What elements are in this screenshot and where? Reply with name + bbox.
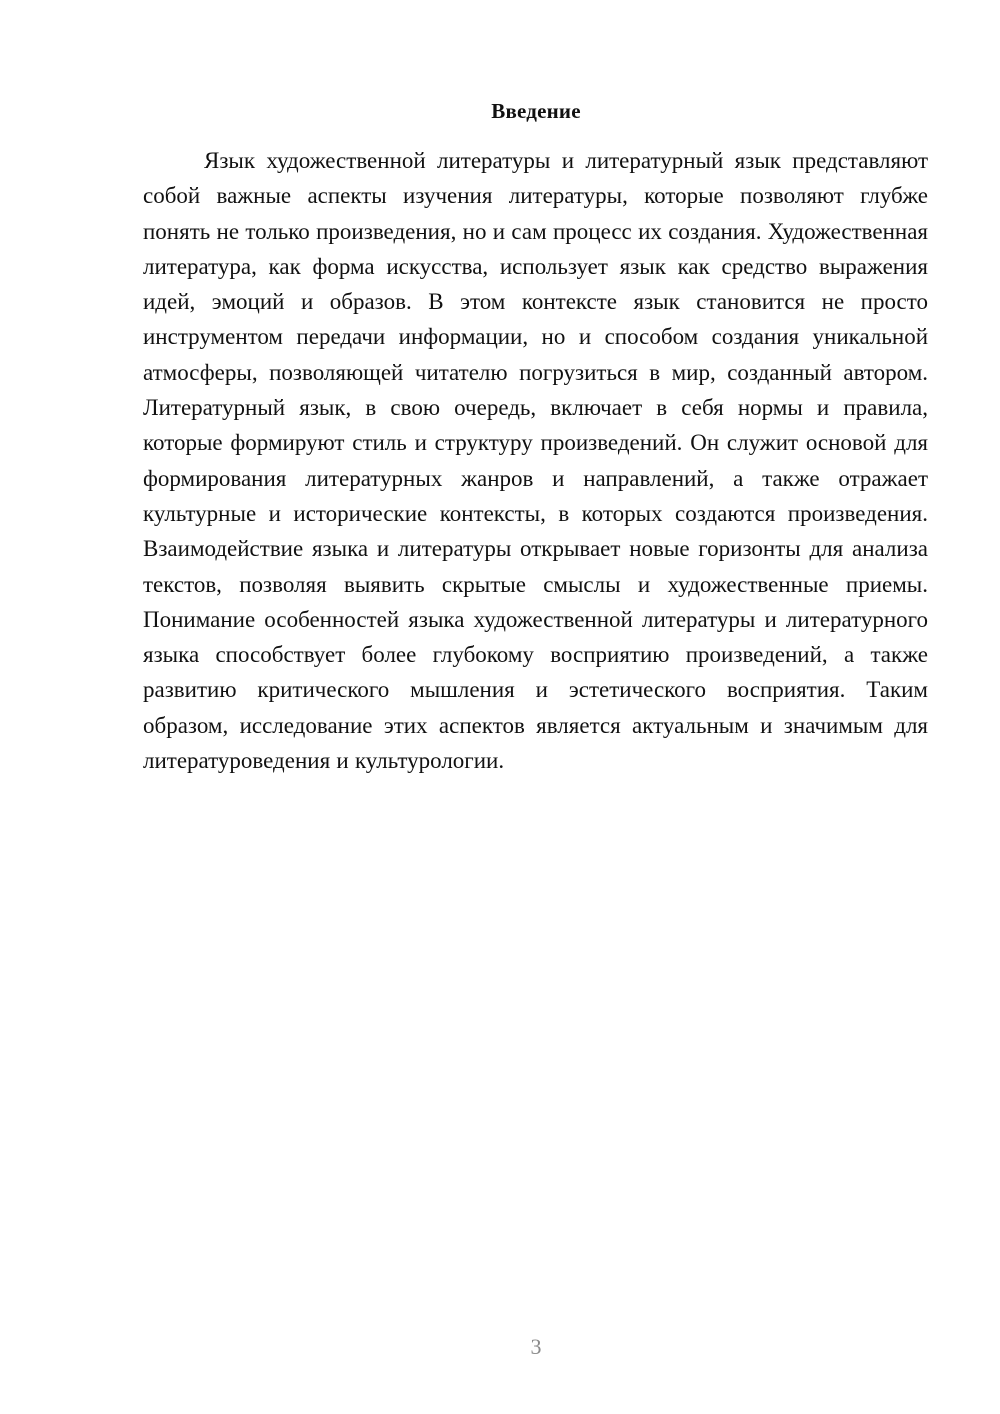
- body-paragraph: Язык художественной литературы и литературный язык представляют собой важные аспекты изучения литературы, которые позволяют глубже понять не только произведения, но и сам процесс их создания. Художественная литература, как форма искусства, использует язык как средство выражения идей, эмоций и образов. В этом контексте язык становится не просто инструментом передачи информации, но и способом создания уникальной атмосферы, позволяющей читателю погрузиться в мир, созданный автором. Литературный язык, в свою очередь, включает в себя нормы и правила, которые формируют стиль и структуру произведений. Он служит основой для формирования литературных жанров и направлений, а также отражает культурные и исторические контексты, в которых создаются произведения. Взаимодействие языка и литературы открывает новые горизонты для анализа текстов, позволяя выявить скрытые смыслы и художественные приемы. Понимание особенностей языка художественной литературы и литературного языка способствует более глубокому восприятию произведений, а также развитию критического мышления и эстетического восприятия. Таким образом, исследование этих аспектов является актуальным и значимым для литературоведения и культурологии.: [143, 148, 928, 774]
- section-heading: Введение: [491, 99, 581, 123]
- page-number: 3: [530, 1334, 542, 1359]
